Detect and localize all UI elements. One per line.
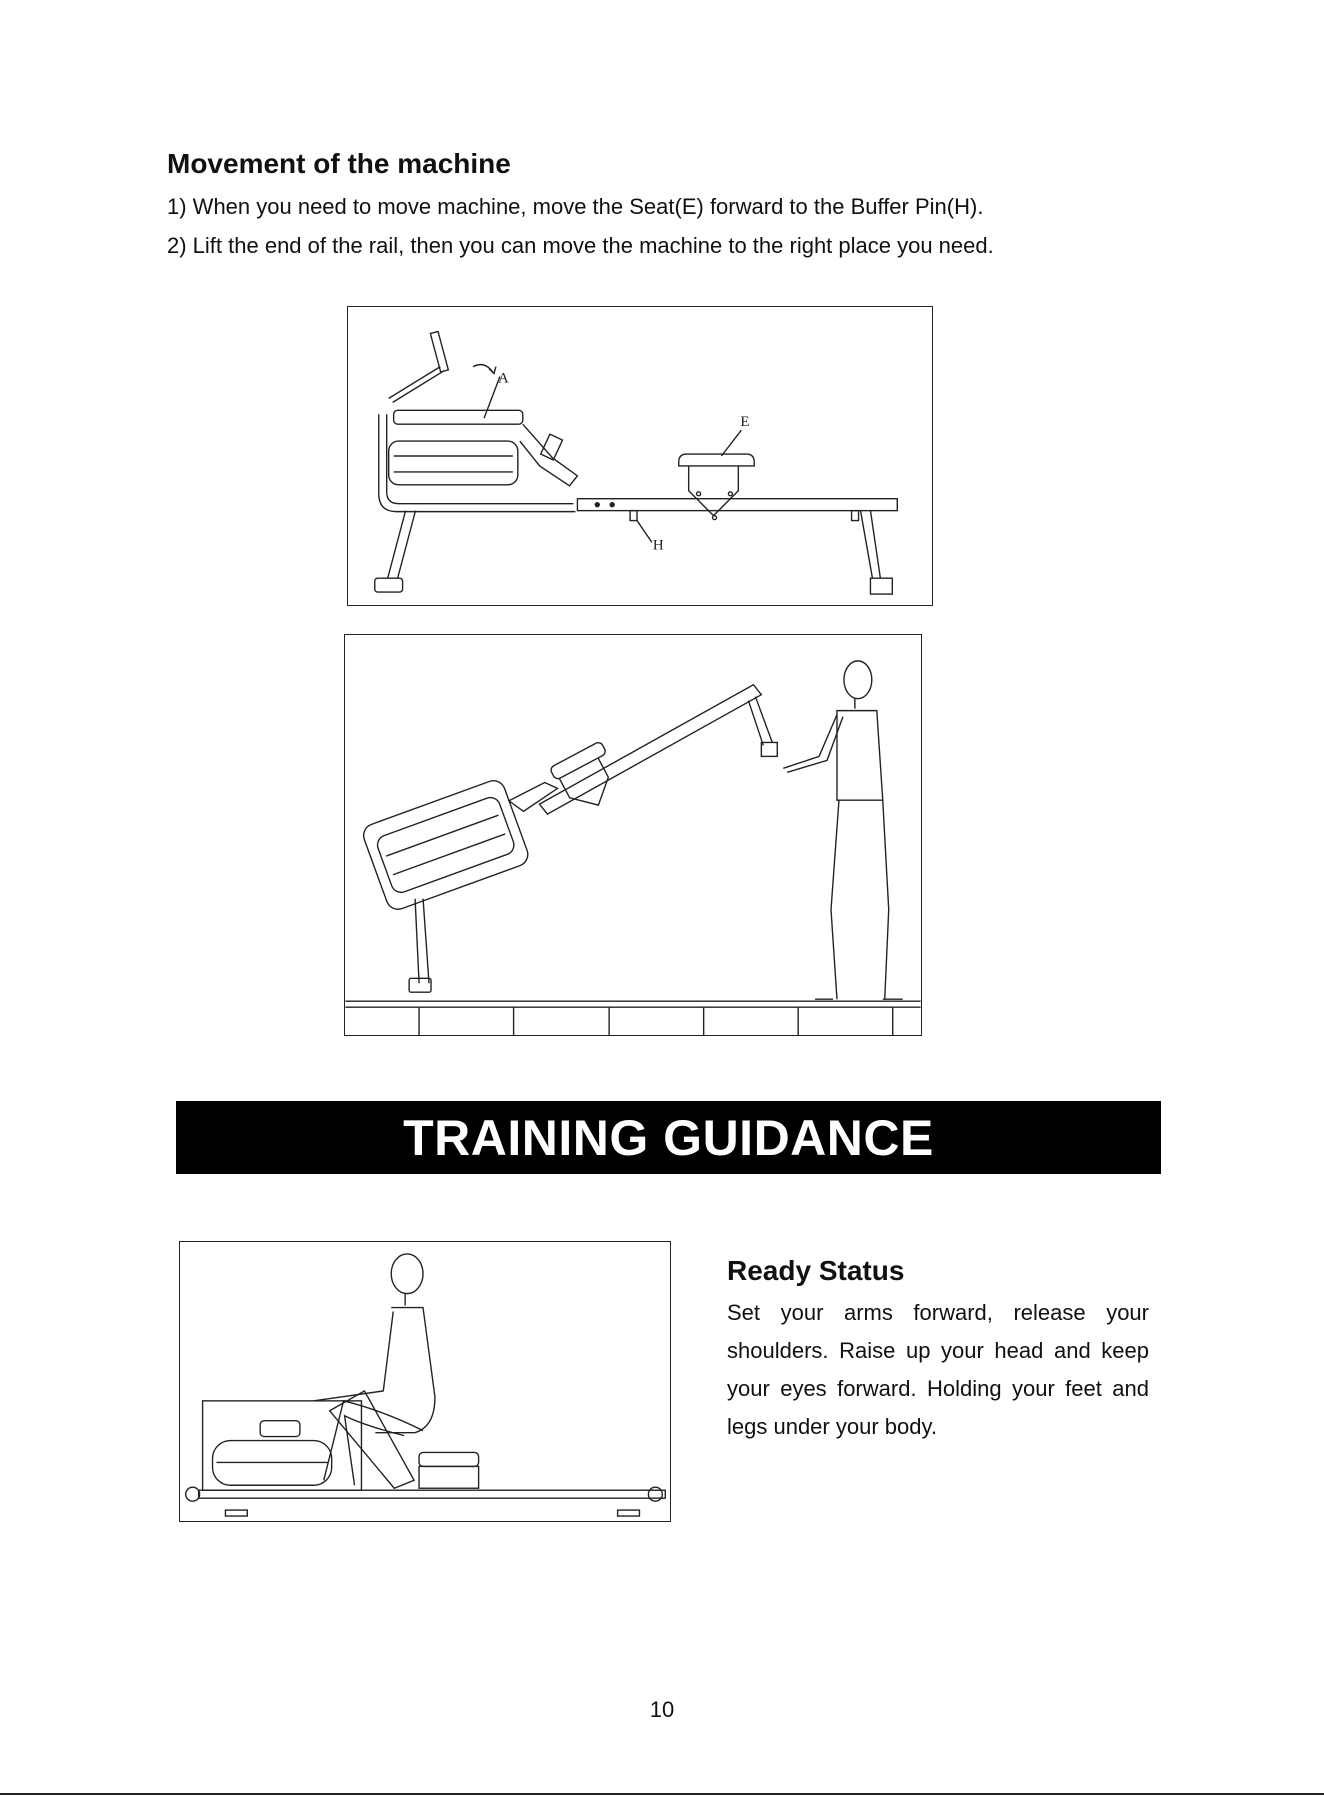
person-figure [314, 1254, 435, 1485]
ready-status-diagram [179, 1241, 671, 1522]
ready-status-heading: Ready Status [727, 1255, 905, 1286]
lifting-machine-diagram [344, 634, 922, 1036]
page-number: 10 [649, 1697, 675, 1722]
ready-status-drawing [180, 1242, 670, 1521]
page-divider [0, 1793, 1324, 1795]
label-h: H [652, 537, 664, 554]
instruction-step-1: 1) When you need to move machine, move the Seat(E) forward to the Buffer Pin(H). [167, 194, 984, 219]
wheel-icon [186, 1487, 200, 1501]
person-figure [783, 661, 902, 999]
rotate-arrow-icon [473, 365, 493, 373]
ready-status-text: Set your arms forward, release your shoulders. Raise up your head and keep your eyes forward. Holding your feet and legs under your body. [727, 1300, 1149, 1439]
rowing-machine-diagram [347, 306, 933, 606]
label-a: A [497, 370, 509, 387]
instruction-step-2: 2) Lift the end of the rail, then you can move the machine to the right place you need. [167, 233, 994, 258]
lifting-machine-drawing [345, 635, 921, 1035]
monitor-icon [430, 331, 448, 371]
rowing-machine-drawing [348, 307, 932, 605]
banner-title: TRAINING GUIDANCE [403, 1109, 934, 1166]
section-title: Movement of the machine [167, 148, 511, 179]
section-banner [176, 1101, 1161, 1174]
wheel-icon [648, 1487, 662, 1501]
label-e: E [740, 414, 750, 431]
